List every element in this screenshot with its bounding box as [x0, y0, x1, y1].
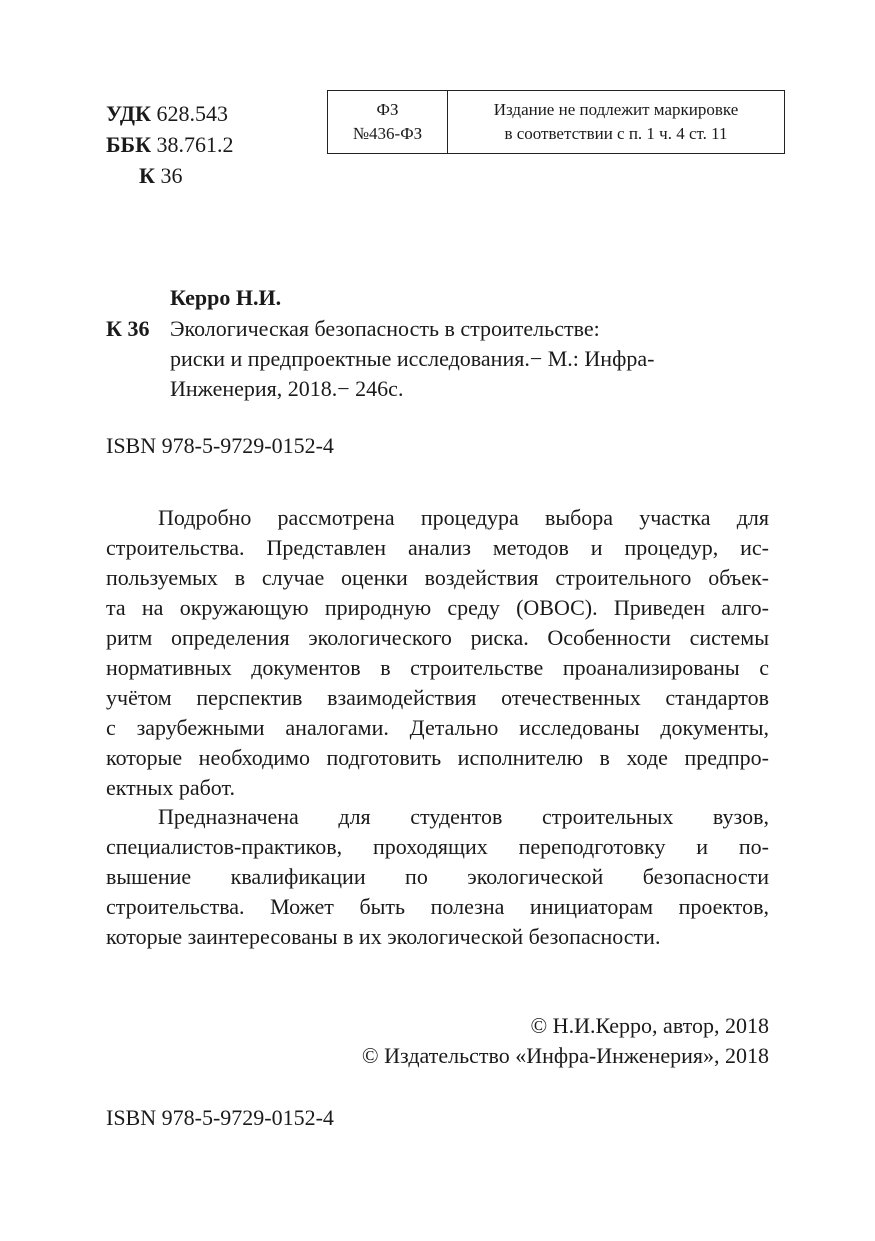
abstract-paragraph-1 — [106, 503, 769, 803]
abstract-line: нормативных документов в строительстве проанализированы с — [106, 655, 769, 680]
abstract-line: специалистов-практиков, проходящих переподготовку и по- — [106, 834, 769, 859]
isbn-top: ISBN 978-5-9729-0152-4 — [106, 433, 334, 458]
biblio-line: Экологическая безопасность в строительстве: — [170, 316, 600, 341]
author-mark-value: 36 — [160, 163, 183, 188]
author-name: Керро Н.И. — [170, 285, 282, 310]
fz-marking-box — [327, 90, 785, 154]
author-mark-line — [139, 161, 182, 191]
isbn-bottom: ISBN 978-5-9729-0152-4 — [106, 1105, 334, 1130]
biblio-line: риски и предпроектные исследования.− М.: Инфра- — [170, 346, 655, 371]
fz-label: ФЗ — [376, 100, 399, 119]
udk-line — [106, 99, 228, 129]
abstract-line: пользуемых в случае оценки воздействия строительного объек- — [106, 565, 769, 590]
copyright-author: © Н.И.Керро, автор, 2018 — [530, 1013, 769, 1038]
fz-law-number: №436-ФЗ — [352, 124, 423, 143]
abstract-line: строительства. Представлен анализ методов и процедур, ис- — [106, 535, 769, 560]
abstract-line: та на окружающую природную среду (ОВОС). Приведен алго- — [106, 595, 769, 620]
abstract-line: с зарубежными аналогами. Детально исследованы документы, — [106, 715, 769, 740]
abstract-line: Предназначена для студентов строительных вузов, — [158, 804, 769, 829]
udk-label: УДК — [106, 101, 152, 126]
abstract-line: которые заинтересованы в их экологической безопасности. — [106, 924, 661, 949]
abstract-line: ектных работ. — [106, 775, 235, 800]
fz-note-line2: в соответствии с п. 1 ч. 4 ст. 11 — [504, 124, 728, 143]
abstract-line: строительства. Может быть полезна инициаторам проектов, — [106, 894, 769, 919]
fz-law-cell — [328, 91, 448, 153]
author-code: К 36 — [106, 316, 150, 341]
abstract-line: которые необходимо подготовить исполнителю в ходе предпро- — [106, 745, 769, 770]
abstract-line: ритм определения экологического риска. Особенности системы — [106, 625, 769, 650]
fz-note-cell — [448, 91, 784, 153]
bibliographic-description — [170, 314, 654, 404]
abstract-paragraph-2 — [106, 802, 769, 952]
author-mark-label: К — [139, 163, 155, 188]
udk-value: 628.543 — [156, 101, 229, 126]
bbk-value: 38.761.2 — [156, 132, 234, 157]
biblio-line: Инженерия, 2018.− 246с. — [170, 376, 404, 401]
fz-note-line1: Издание не подлежит маркировке — [493, 100, 739, 119]
bbk-label: ББК — [106, 132, 152, 157]
abstract-line: Подробно рассмотрена процедура выбора участка для — [158, 505, 769, 530]
abstract-line: вышение квалификации по экологической безопасности — [106, 864, 769, 889]
abstract-line: учётом перспектив взаимодействия отечественных стандартов — [106, 685, 769, 710]
copyright-publisher: © Издательство «Инфра-Инженерия», 2018 — [361, 1043, 769, 1068]
bbk-line — [106, 130, 234, 160]
